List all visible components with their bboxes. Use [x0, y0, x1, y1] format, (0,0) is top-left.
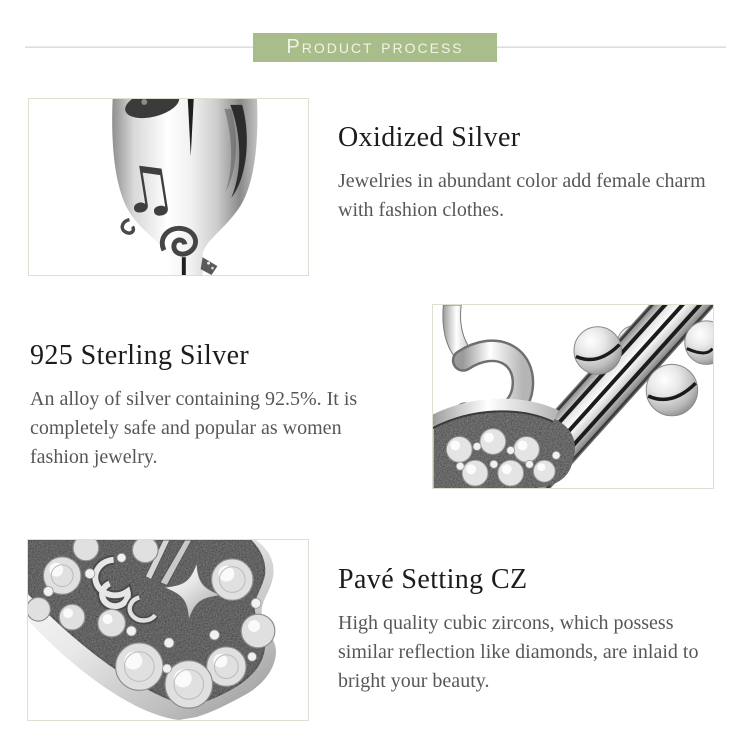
- feature-heading: Pavé Setting CZ: [338, 564, 528, 595]
- feature-925-sterling-silver: [30, 340, 395, 472]
- photo-pave-cz-charm: [27, 539, 309, 721]
- pave-cz-charm-illustration: [28, 540, 308, 720]
- photo-oxidized-silver: [28, 98, 309, 276]
- photo-violin-charm-neck: [432, 304, 714, 489]
- feature-pave-setting-cz: [338, 564, 718, 696]
- svg-text:♫: ♫: [114, 147, 182, 230]
- feature-description: An alloy of silver containing 92.5%. It is completely safe and popular as women fashion jewelry.: [30, 388, 358, 468]
- violin-charm-illustration: [433, 305, 713, 488]
- feature-oxidized-silver: [338, 122, 723, 225]
- feature-description: High quality cubic zircons, which possess similar reflection like diamonds, are inlaid to bright your beauty.: [338, 612, 699, 692]
- feature-heading: 925 Sterling Silver: [30, 340, 250, 371]
- oxidized-silver-charm-illustration: [29, 99, 308, 275]
- header-badge: Product process: [253, 33, 497, 62]
- feature-heading: Oxidized Silver: [338, 122, 521, 153]
- feature-description: Jewelries in abundant color add female charm with fashion clothes.: [338, 170, 706, 221]
